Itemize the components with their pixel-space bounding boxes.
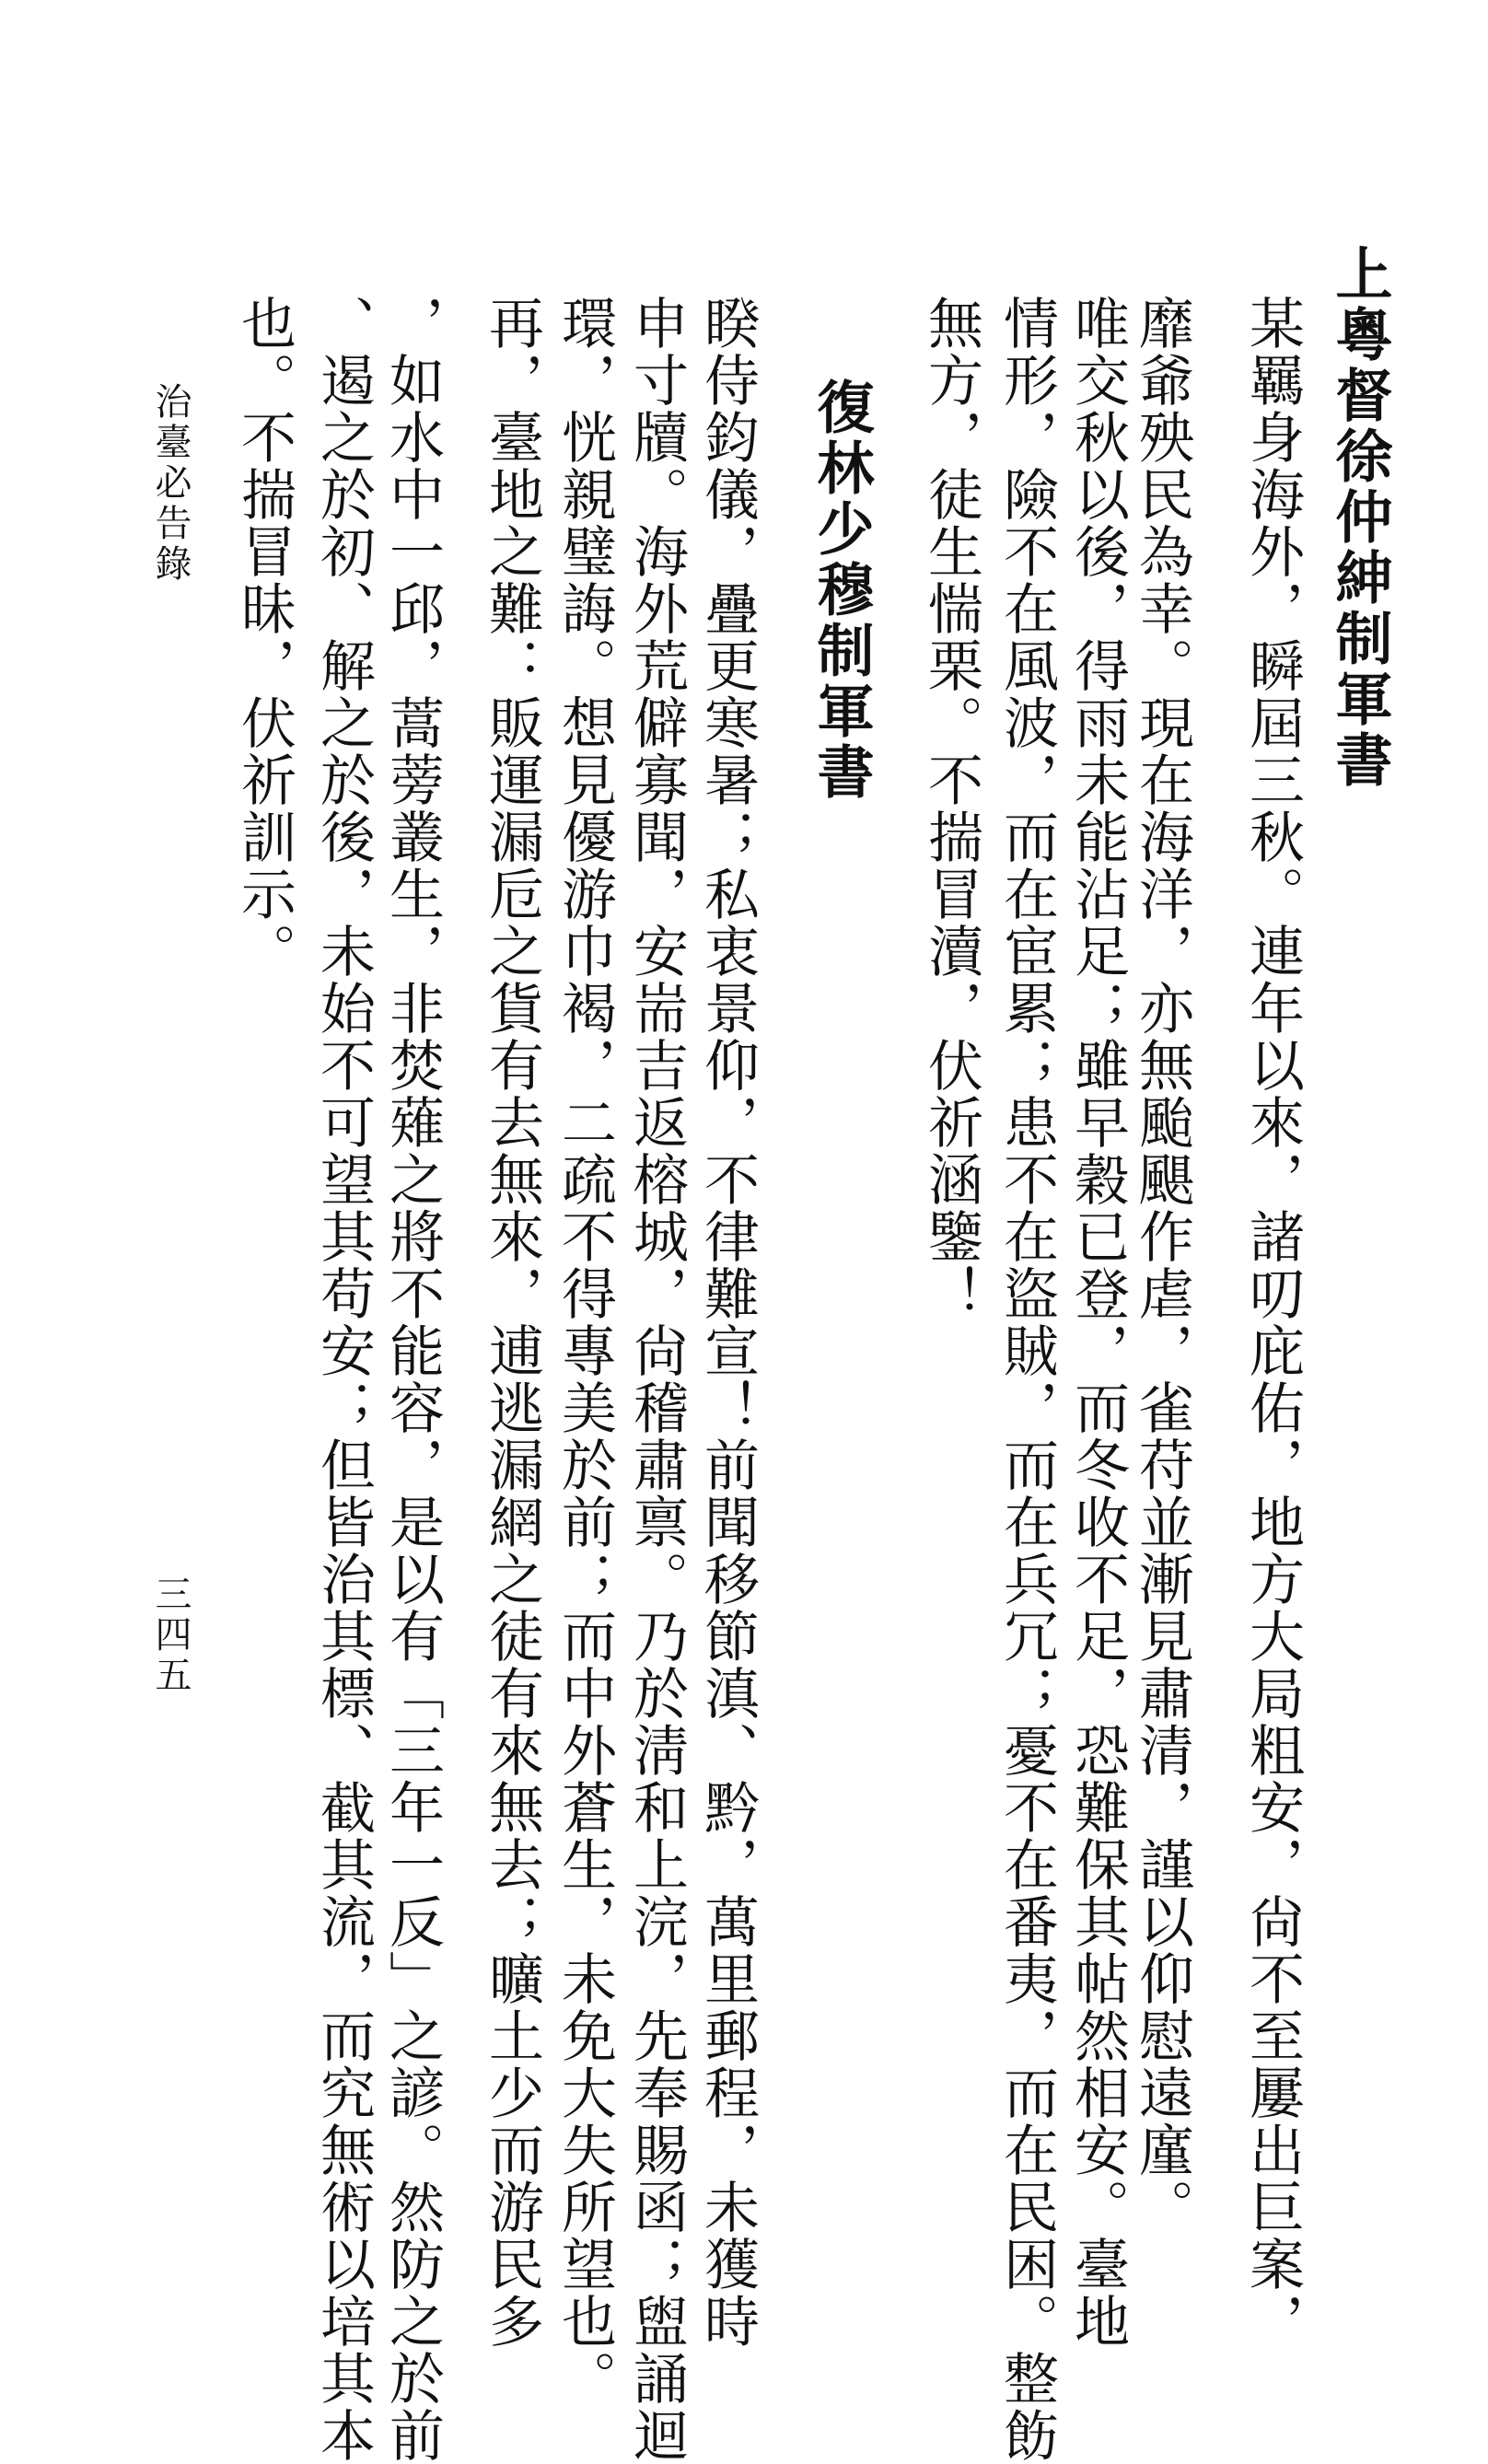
letter1-line-4: 情形，險不在風波，而在宦累；患不在盜賊，而在兵冗；憂不在番夷，而在民困。整飭 <box>994 295 1059 2464</box>
letter2-line-5: ，如水中一邱，蒿蒡叢生，非焚薙之將不能容，是以有「三年一反」之諺。然防之於前 <box>380 295 445 2464</box>
letter1-line-5: 無方，徒生惴栗。不揣冒瀆，伏祈涵鑒！ <box>919 295 983 1322</box>
letter1-line-2: 靡爺殃民為幸。現在海洋，亦無颱颶作虐，雀苻並漸見肅清，謹以仰慰遠廑。 <box>1130 295 1194 2236</box>
letter2-title: 復林少穆制軍書 <box>808 378 875 803</box>
letter2-line-4: 再，臺地之難：販運漏卮之貨有去無來，逋逃漏網之徒有來無去；曠土少而游民多 <box>480 295 544 2350</box>
letter2-line-6: 、遏之於初、解之於後，未始不可望其苟安；但皆治其標、截其流，而究無術以培其本 <box>311 295 376 2464</box>
letter2-line-3: 環，恍親璧誨。想見優游巾褐，二疏不得專美於前；而中外蒼生，未免大失所望也。 <box>552 295 617 2407</box>
letter2-line-1: 睽侍鈞儀，疊更寒暑；私衷景仰，不律難宣！前聞移節滇、黔，萬里郵程，未獲時 <box>695 295 760 2350</box>
book-title: 治臺必告錄 <box>149 382 192 585</box>
letter1-title: 上粵督徐仲紳制軍書 <box>1326 244 1393 791</box>
letter2-line-2: 申寸牘。海外荒僻寡聞，安耑吉返榕城，尙稽肅禀。乃於淸和上浣，先奉賜函；盥誦迴 <box>624 295 689 2464</box>
letter1-line-3: 唯交秋以後，得雨未能沾足；雖早穀已登，而冬收不足，恐難保其帖然相安。臺地 <box>1065 295 1130 2350</box>
letter2-line-7: 也。不揣冒昧，伏祈訓示。 <box>232 295 296 980</box>
letter1-line-1: 某羈身海外，瞬屆三秋。連年以來，諸叨庇佑，地方大局粗安，尙不至屢出巨案， <box>1240 295 1305 2350</box>
page-number: 三四五 <box>149 1575 192 1696</box>
